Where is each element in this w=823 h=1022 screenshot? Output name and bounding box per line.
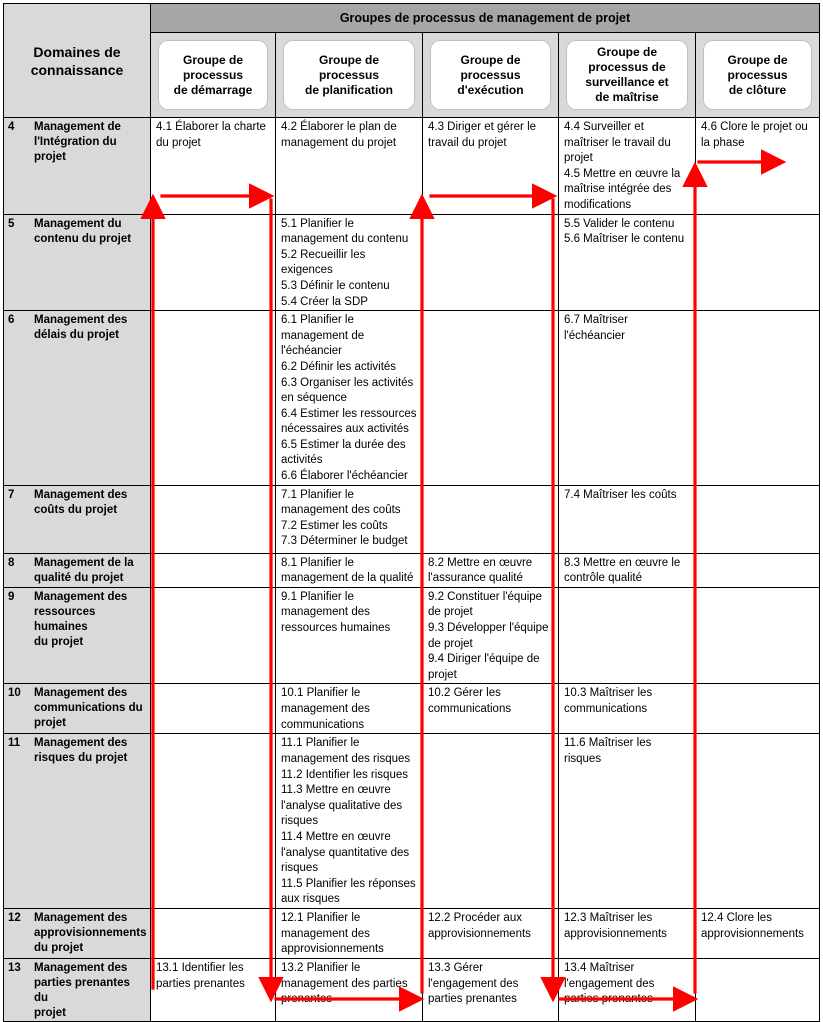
knowledge-area-name: [34, 120, 146, 165]
knowledge-area-name: [34, 217, 146, 247]
knowledge-area-name-line: Management des: [34, 687, 128, 700]
knowledge-area-number: 7: [8, 488, 15, 501]
knowledge-area-name-line: Management des: [34, 590, 128, 603]
group-label-line: processus: [318, 67, 379, 82]
group-label-line: d'exécution: [457, 82, 524, 97]
process-line: projet: [428, 668, 457, 681]
process-line: 8.2 Mettre en œuvre: [428, 556, 533, 569]
process-cell: [559, 684, 696, 734]
process-line: ressources humaines: [281, 622, 391, 635]
knowledge-area-label: [4, 734, 151, 909]
process-cell: [423, 587, 559, 684]
process-line: 8.1 Planifier le: [281, 556, 354, 569]
knowledge-area-row: [4, 214, 820, 311]
process-line: 11.1 Planifier le: [281, 737, 360, 750]
process-cell: [276, 118, 423, 215]
process-cell: [151, 734, 276, 909]
process-line: 12.1 Planifier le: [281, 911, 361, 924]
knowledge-area-name: [34, 488, 146, 518]
process-line: de projet: [428, 637, 473, 650]
process-group-header: [559, 33, 696, 118]
process-line: modifications: [564, 198, 632, 211]
process-line: management du contenu: [281, 233, 409, 246]
process-cell: [559, 587, 696, 684]
process-line: activités: [281, 454, 323, 467]
process-group-header: [423, 33, 559, 118]
process-line: 5.3 Définir le contenu: [281, 279, 390, 292]
process-line: 12.4 Clore les: [701, 911, 772, 924]
knowledge-area-row: [4, 311, 820, 486]
knowledge-area-name-line: parties prenantes du: [34, 976, 130, 1004]
process-line: 4.5 Mettre en œuvre la: [564, 167, 681, 180]
process-line: nécessaires aux activités: [281, 423, 409, 436]
knowledge-area-name-line: Management du: [34, 217, 122, 230]
knowledge-area-number: 10: [8, 687, 21, 700]
process-cell: [151, 311, 276, 486]
process-line: 7.3 Déterminer le budget: [281, 535, 408, 548]
knowledge-area-name: [34, 911, 146, 956]
knowledge-area-name-line: coûts du projet: [34, 503, 118, 516]
process-cell: [276, 908, 423, 958]
process-group-header: [696, 33, 820, 118]
knowledge-area-number: 8: [8, 556, 15, 569]
process-line: 6.4 Estimer les ressources: [281, 407, 417, 420]
process-line: 11.4 Mettre en œuvre: [281, 830, 391, 843]
process-line: 7.2 Estimer les coûts: [281, 519, 388, 532]
group-label-line: de démarrage: [173, 82, 253, 97]
knowledge-area-row: [4, 587, 820, 684]
knowledge-area-name-line: du projet: [34, 941, 84, 954]
process-cell: [559, 908, 696, 958]
process-line: management du projet: [281, 136, 397, 149]
knowledge-area-name-line: délais du projet: [34, 329, 119, 342]
process-cell: [559, 214, 696, 311]
process-line: en séquence: [281, 392, 347, 405]
knowledge-areas-header: [4, 4, 151, 118]
knowledge-area-row: [4, 684, 820, 734]
knowledge-area-number: 5: [8, 217, 15, 230]
process-line: communications: [564, 703, 648, 715]
process-cell: [151, 118, 276, 215]
process-line: prenantes: [281, 993, 333, 1006]
process-cell: [423, 485, 559, 553]
corner-line: Domaines de: [33, 43, 121, 60]
knowledge-area-label: [4, 214, 151, 311]
process-cell: [151, 684, 276, 734]
knowledge-area-name-line: Management des: [34, 314, 128, 327]
process-line: 9.4 Diriger l'équipe de: [428, 653, 540, 666]
process-line: 7.4 Maîtriser les coûts: [564, 488, 677, 501]
process-line: 5.4 Créer la SDP: [281, 295, 368, 308]
process-cell: [696, 553, 820, 587]
knowledge-area-row: [4, 734, 820, 909]
process-cell: [696, 311, 820, 486]
knowledge-area-number: 11: [8, 737, 21, 750]
process-cell: [559, 734, 696, 909]
process-line: management des coûts: [281, 504, 401, 517]
knowledge-area-name-line: projet: [34, 1006, 66, 1019]
process-line: 5.1 Planifier le: [281, 217, 354, 230]
process-line: approvisionnements: [701, 927, 804, 940]
knowledge-area-row: [4, 908, 820, 958]
group-label-line: processus: [182, 67, 243, 82]
knowledge-area-name: [34, 313, 146, 343]
knowledge-area-name-line: projet: [34, 717, 66, 730]
process-line: travail du projet: [428, 136, 507, 149]
process-line: l'engagement des: [564, 977, 655, 990]
process-line: risques: [281, 815, 319, 828]
process-cell: [151, 553, 276, 587]
process-cell: [559, 311, 696, 486]
process-line: 5.6 Maîtriser le contenu: [564, 233, 685, 246]
process-line: l'échéancier: [564, 329, 626, 342]
process-cell: [696, 214, 820, 311]
process-line: communications: [281, 718, 365, 731]
knowledge-area-label: [4, 958, 151, 1021]
knowledge-area-number: 9: [8, 590, 15, 603]
process-cell: [423, 311, 559, 486]
process-line: l'analyse quantitative des: [281, 846, 410, 859]
process-line: maîtriser le travail du: [564, 136, 671, 149]
knowledge-area-name-line: Management des: [34, 911, 128, 924]
process-cell: [696, 684, 820, 734]
process-line: 9.1 Planifier le: [281, 590, 354, 603]
process-cell: [276, 958, 423, 1021]
group-label-line: Groupe de: [596, 45, 657, 59]
process-line: 6.1 Planifier le: [281, 314, 354, 327]
process-line: communications: [428, 703, 512, 715]
process-line: management des: [281, 606, 370, 619]
process-line: risques: [564, 753, 602, 765]
knowledge-area-label: [4, 553, 151, 587]
process-line: l'échéancier: [281, 345, 343, 358]
process-group-label: [566, 40, 688, 110]
process-matrix-table: [3, 3, 820, 1022]
knowledge-area-name: [34, 686, 146, 731]
process-cell: [423, 908, 559, 958]
process-line: 13.3 Gérer: [428, 961, 483, 974]
knowledge-area-name-line: l'Intégration du: [34, 136, 117, 148]
knowledge-area-name-line: du projet: [34, 635, 84, 648]
knowledge-area-name-line: projet: [34, 151, 66, 163]
process-line: management des parties: [281, 977, 408, 990]
process-line: 6.2 Définir les activités: [281, 360, 397, 373]
process-groups-title: Groupes de processus de management de projet: [151, 4, 820, 33]
process-line: l'analyse qualitative des: [281, 799, 403, 812]
knowledge-area-name: [34, 961, 146, 1021]
process-cell: [423, 684, 559, 734]
process-line: de projet: [428, 606, 473, 619]
knowledge-area-name-line: Management de: [34, 121, 121, 133]
process-group-label: [430, 40, 551, 110]
knowledge-area-name-line: Management des: [34, 961, 128, 974]
knowledge-area-name: [34, 590, 146, 650]
knowledge-area-number: 12: [8, 911, 21, 924]
process-line: 11.3 Mettre en œuvre: [281, 784, 391, 797]
process-line: aux risques: [281, 893, 340, 906]
knowledge-area-name-line: Management des: [34, 488, 128, 501]
process-line: approvisionnements: [564, 927, 667, 940]
knowledge-area-label: [4, 908, 151, 958]
group-label-line: Groupe de: [318, 52, 379, 67]
process-line: 6.3 Organiser les activités: [281, 376, 414, 389]
process-line: approvisionnements: [281, 943, 384, 956]
process-cell: [559, 118, 696, 215]
knowledge-area-name-line: Management des: [34, 737, 128, 750]
process-group-header: [276, 33, 423, 118]
knowledge-area-row: [4, 118, 820, 215]
process-line: l'engagement des: [428, 977, 519, 990]
process-cell: [696, 958, 820, 1021]
process-line: maîtrise intégrée des: [564, 183, 672, 196]
process-cell: [151, 958, 276, 1021]
process-cell: [423, 958, 559, 1021]
process-line: risques: [281, 862, 319, 875]
process-cell: [696, 118, 820, 215]
knowledge-area-name-line: approvisionnements: [34, 926, 147, 939]
process-line: 10.2 Gérer les: [428, 687, 501, 700]
process-line: parties prenantes: [428, 993, 517, 1006]
process-line: management de: [281, 329, 365, 342]
knowledge-area-name-line: risques du projet: [34, 752, 128, 765]
group-label-line: processus de: [588, 60, 666, 74]
process-cell: [559, 485, 696, 553]
process-line: 10.3 Maîtriser les: [564, 687, 653, 700]
knowledge-area-number: 13: [8, 961, 21, 974]
process-cell: [276, 587, 423, 684]
knowledge-area-name: [34, 556, 146, 586]
process-line: exigences: [281, 264, 333, 277]
process-line: la phase: [701, 136, 745, 149]
process-line: management des risques: [281, 753, 411, 765]
process-line: parties prenantes: [156, 977, 245, 990]
process-cell: [559, 553, 696, 587]
process-line: approvisionnements: [428, 927, 531, 940]
process-line: 11.6 Maîtriser les: [564, 737, 652, 750]
knowledge-area-name-line: Management de la: [34, 556, 134, 569]
process-line: projet: [564, 152, 593, 165]
knowledge-area-row: [4, 485, 820, 553]
group-label-line: processus: [460, 67, 521, 82]
process-cell: [151, 908, 276, 958]
process-line: 4.6 Clore le projet ou: [701, 121, 808, 133]
process-line: 6.7 Maîtriser: [564, 314, 628, 327]
process-cell: [423, 734, 559, 909]
knowledge-area-name-line: contenu du projet: [34, 232, 132, 245]
group-label-line: surveillance et: [585, 75, 669, 89]
process-line: 4.4 Surveiller et: [564, 121, 644, 133]
process-line: contrôle qualité: [564, 572, 642, 585]
process-cell: [696, 485, 820, 553]
process-cell: [423, 214, 559, 311]
group-label-line: de clôture: [728, 82, 787, 97]
knowledge-area-row: [4, 553, 820, 587]
group-label-line: Groupe de: [182, 52, 243, 67]
process-line: 4.3 Diriger et gérer le: [428, 121, 537, 133]
process-line: 13.2 Planifier le: [281, 961, 361, 974]
process-line: 6.6 Élaborer l'échéancier: [281, 470, 408, 483]
process-cell: [696, 734, 820, 909]
process-group-label: [703, 40, 812, 110]
knowledge-area-name: [34, 736, 146, 766]
knowledge-area-label: [4, 485, 151, 553]
knowledge-area-label: [4, 587, 151, 684]
process-group-label: [158, 40, 268, 110]
group-label-line: de maîtrise: [595, 90, 659, 104]
group-label-line: processus: [727, 67, 788, 82]
process-line: 6.5 Estimer la durée des: [281, 438, 406, 451]
group-label-line: Groupe de: [460, 52, 521, 67]
process-line: 7.1 Planifier le: [281, 488, 354, 501]
process-group-label: [283, 40, 415, 110]
knowledge-area-label: [4, 311, 151, 486]
process-line: l'assurance qualité: [428, 572, 523, 585]
process-line: 9.2 Constituer l'équipe: [428, 590, 543, 603]
process-line: 4.1 Élaborer la charte: [156, 121, 266, 133]
process-line: 5.5 Valider le contenu: [564, 217, 675, 230]
process-line: 13.1 Identifier les: [156, 961, 244, 974]
knowledge-area-row: [4, 958, 820, 1021]
group-label-line: de planification: [304, 82, 393, 97]
process-line: 4.2 Élaborer le plan de: [281, 121, 397, 133]
process-line: 12.3 Maîtriser les: [564, 911, 653, 924]
process-cell: [151, 485, 276, 553]
process-cell: [276, 684, 423, 734]
process-cell: [696, 908, 820, 958]
process-cell: [151, 214, 276, 311]
knowledge-area-label: [4, 684, 151, 734]
process-cell: [423, 553, 559, 587]
process-line: 11.2 Identifier les risques: [281, 768, 408, 781]
knowledge-area-name-line: communications du: [34, 702, 143, 715]
knowledge-area-number: 6: [8, 314, 15, 327]
process-line: parties prenantes: [564, 993, 653, 1006]
process-line: management de la qualité: [281, 572, 414, 585]
process-line: 13.4 Maîtriser: [564, 961, 635, 974]
process-line: 9.3 Développer l'équipe: [428, 622, 549, 635]
process-group-header: [151, 33, 276, 118]
process-cell: [696, 587, 820, 684]
process-cell: [276, 214, 423, 311]
process-cell: [151, 587, 276, 684]
corner-line: connaissance: [30, 61, 124, 78]
process-cell: [276, 485, 423, 553]
knowledge-area-label: [4, 118, 151, 215]
process-line: 5.2 Recueillir les: [281, 248, 366, 261]
process-cell: [423, 118, 559, 215]
group-label-line: Groupe de: [727, 52, 788, 67]
knowledge-area-number: 4: [8, 121, 15, 133]
process-line: 8.3 Mettre en œuvre le: [564, 556, 681, 569]
process-cell: [559, 958, 696, 1021]
knowledge-area-name-line: qualité du projet: [34, 571, 124, 584]
process-cell: [276, 553, 423, 587]
knowledge-area-name-line: ressources humaines: [34, 605, 96, 633]
process-cell: [276, 311, 423, 486]
process-line: 10.1 Planifier le: [281, 687, 361, 700]
process-line: 12.2 Procéder aux: [428, 911, 522, 924]
process-line: 11.5 Planifier les réponses: [281, 877, 416, 890]
process-line: du projet: [156, 136, 201, 149]
process-line: management des: [281, 927, 370, 940]
process-line: management des: [281, 703, 370, 715]
process-cell: [276, 734, 423, 909]
